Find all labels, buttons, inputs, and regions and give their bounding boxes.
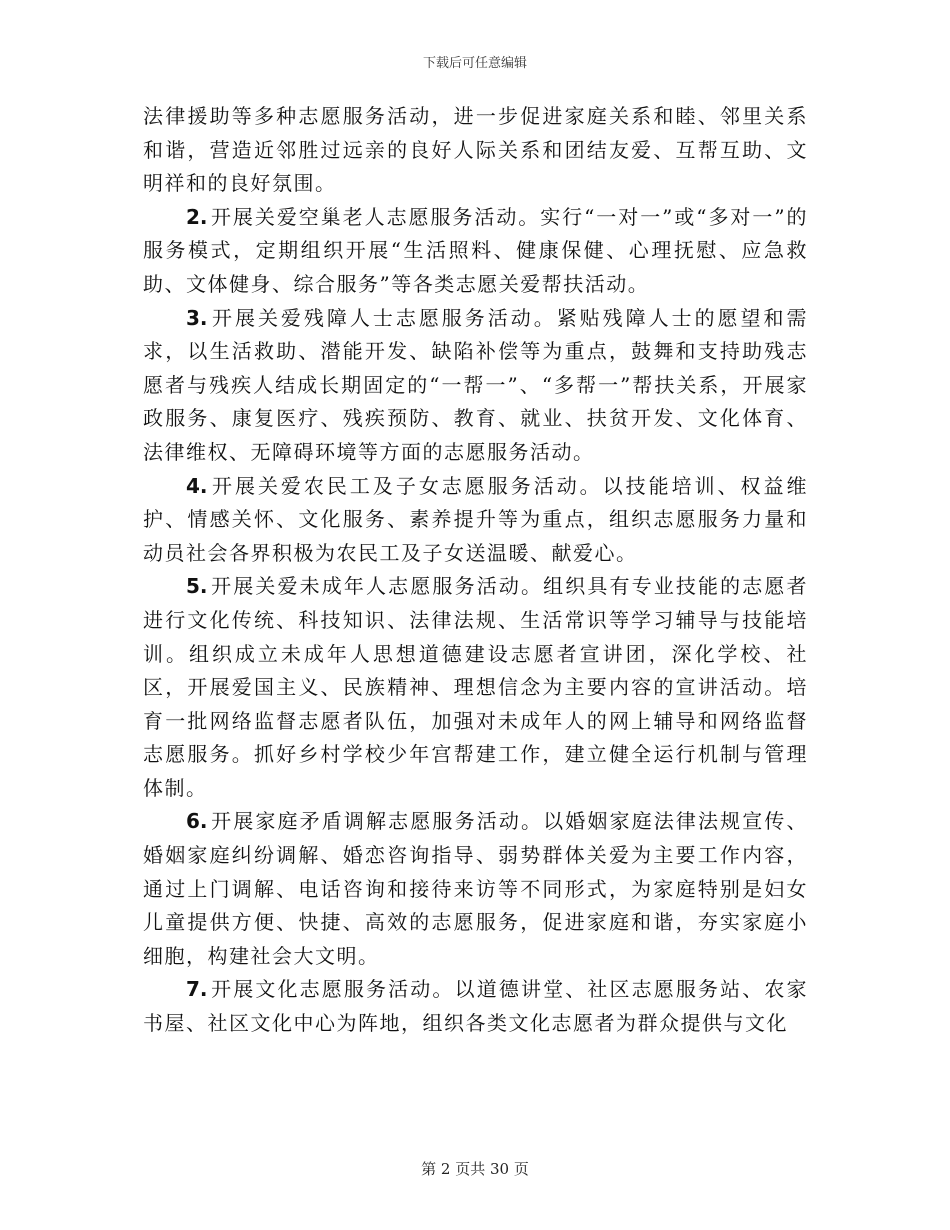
paragraph-text: 开展关爱空巢老人志愿服务活动。实行“一对一”或“多对一”的服务模式，定期组织开展“生活照料、健康保健、心理抚慰、应急救助、文体健身、综合服务”等各类志愿关爱帮扶活动。 (143, 204, 808, 296)
paragraph-text: 开展家庭矛盾调解志愿服务活动。以婚姻家庭法律法规宣传、婚姻家庭纠纷调解、婚恋咨询指导、弱势群体关爱为主要工作内容，通过上门调解、电话咨询和接待来访等不同形式，为家庭特别是妇女儿童提供方便、快捷、高效的志愿服务，促进家庭和谐，夯实家庭小细胞，构建社会大文明。 (143, 809, 808, 968)
paragraph-item-2 (143, 201, 808, 302)
paragraph-number: 3. (186, 305, 208, 330)
paragraph-number: 7. (186, 977, 208, 1002)
paragraph-text: 开展文化志愿服务活动。以道德讲堂、社区志愿服务站、农家书屋、社区文化中心为阵地，组织各类文化志愿者为群众提供与文化 (143, 977, 808, 1036)
paragraph-text: 开展关爱未成年人志愿服务活动。组织具有专业技能的志愿者进行文化传统、科技知识、法律法规、生活常识等学习辅导与技能培训。组织成立未成年人思想道德建设志愿者宣讲团，深化学校、社区，开展爱国主义、民族精神、理想信念为主要内容的宣讲活动。培育一批网络监督志愿者队伍，加强对未成年人的网上辅导和网络监督志愿服务。抓好乡村学校少年宫帮建工作，建立健全运行机制与管理体制。 (143, 574, 808, 800)
page-number-footer: 第 2 页共 30 页 (421, 1160, 529, 1178)
paragraph-item-7 (143, 973, 808, 1040)
paragraph-text: 开展关爱残障人士志愿服务活动。紧贴残障人士的愿望和需求，以生活救助、潜能开发、缺陷补偿等为重点，鼓舞和支持助残志愿者与残疾人结成长期固定的“一帮一”、“多帮一”帮扶关系，开展家政服务、康复医疗、残疾预防、教育、就业、扶贫开发、文化体育、法律维权、无障碍环境等方面的志愿服务活动。 (143, 305, 808, 464)
paragraph-text: 法律援助等多种志愿服务活动，进一步促进家庭关系和睦、邻里关系和谐，营造近邻胜过远亲的良好人际关系和团结友爱、互帮互助、文明祥和的良好氛围。 (143, 104, 808, 196)
paragraph-item-3 (143, 302, 808, 470)
paragraph-text: 开展关爱农民工及子女志愿服务活动。以技能培训、权益维护、情感关怀、文化服务、素养提升等为重点，组织志愿服务力量和动员社会各界积极为农民工及子女送温暖、献爱心。 (143, 473, 808, 565)
paragraph-item-6 (143, 805, 808, 973)
paragraph-number: 2. (186, 204, 208, 229)
paragraph-item-4 (143, 470, 808, 571)
paragraph-number: 5. (186, 574, 208, 599)
page-header-note: 下载后可任意编辑 (422, 56, 527, 71)
paragraph-item-5 (143, 570, 808, 805)
paragraph-continued (143, 100, 808, 201)
document-body (143, 100, 808, 1041)
paragraph-number: 6. (186, 809, 208, 834)
paragraph-number: 4. (186, 473, 208, 498)
